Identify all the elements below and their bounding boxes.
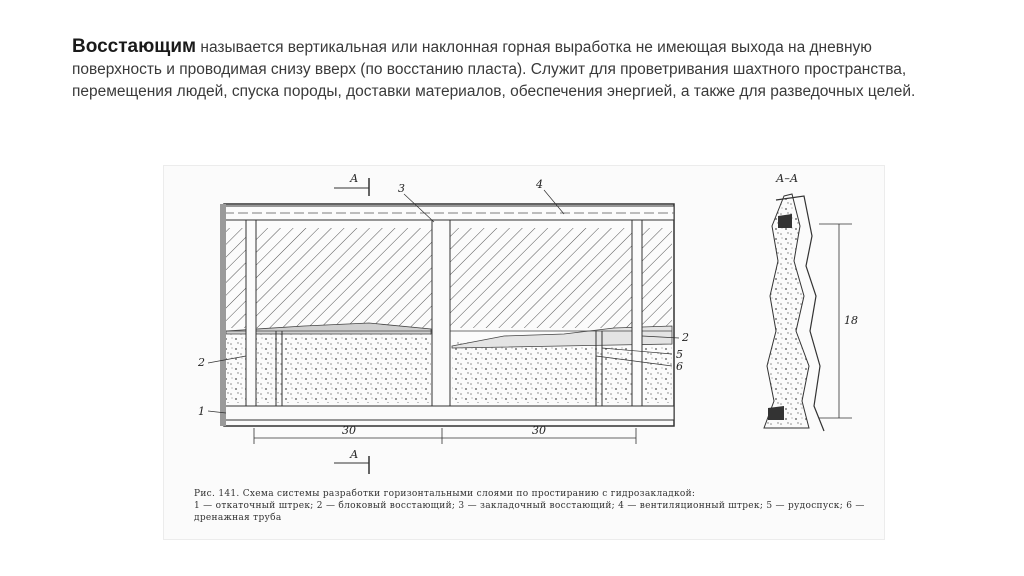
label-5: 5 [676,348,683,361]
caption-title: Рис. 141. Схема системы разработки горизонтальными слоями по простиранию с гидрозакладкой: [194,489,696,499]
section-mark-bottom: А [350,448,359,461]
label-2-left: 2 [198,356,205,369]
section-view [764,194,852,431]
scheme-drawing [164,166,884,539]
label-1: 1 [198,405,205,418]
label-4: 4 [536,178,543,191]
defined-term: Восстающим [72,36,197,57]
label-6: 6 [676,360,683,373]
caption-legend: 1 — откаточный штрек; 2 — блоковый восстающий; 3 — закладочный восстающий; 4 — вентиляционный штрек; 5 — рудоспуск; 6 — дренажная труба [194,501,865,523]
height-dimension: 18 [844,314,858,327]
dimension-left: 30 [342,424,356,437]
label-2-right: 2 [682,331,689,344]
definition-text [72,36,952,103]
block-section [220,204,674,426]
mining-scheme-figure [163,165,885,540]
definition-body: называется вертикальная или наклонная горная выработка не имеющая выхода на дневную поверхность и проводимая снизу вверх (по восстанию пласта). Служит для проветривания шахтного пространства, перемещения людей, спуска породы, доставки материалов, обеспечения энергией, а также для разведочных целей. [72,39,916,100]
figure-caption [194,488,874,524]
dimension-right: 30 [532,424,546,437]
section-view-title: А–А [776,172,799,185]
section-mark-top: А [350,172,359,185]
label-3: 3 [398,182,405,195]
